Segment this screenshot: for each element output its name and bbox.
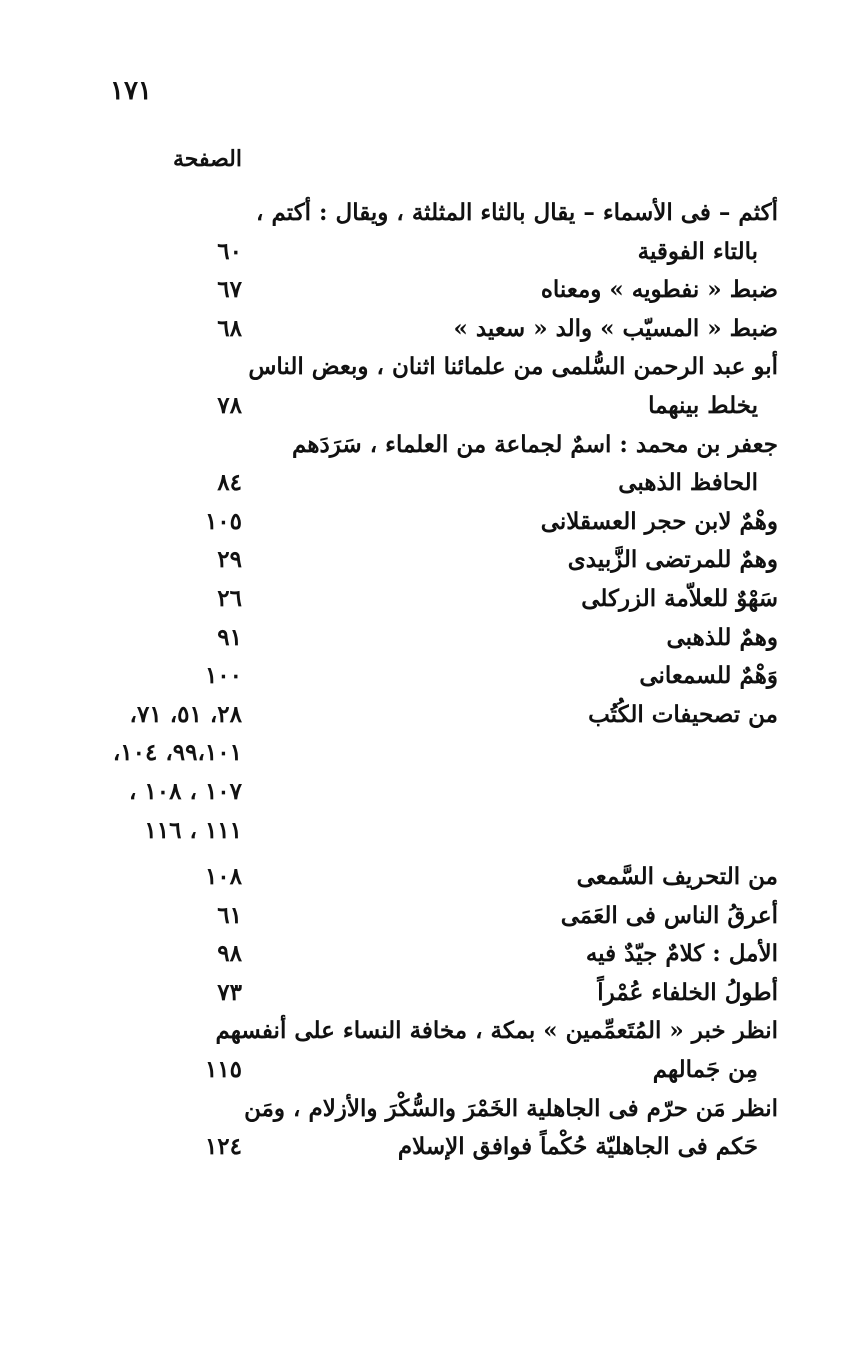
entry-page-ref: ٧٣ <box>217 978 242 1006</box>
index-line <box>0 541 844 580</box>
entry-page-ref: ٦٨ <box>217 314 242 342</box>
entry-text: أبو عبد الرحمن السُّلمى من علمائنا اثنان ، وبعض الناس <box>248 353 778 381</box>
index-line <box>0 657 844 696</box>
entry-page-ref: ٩١ <box>217 623 242 651</box>
page-number: ١٧١ <box>110 76 152 106</box>
entry-text: وهمٌ للذهبى <box>666 623 778 651</box>
entry-page-ref: ١١١ ، ١١٦ <box>144 816 242 844</box>
entry-text: مِن جَمالهم <box>652 1056 758 1084</box>
entry-text: يخلط بينهما <box>648 391 758 419</box>
entry-text: ضبط « المسيّب » والد « سعيد » <box>453 314 778 342</box>
entry-page-ref: ٦٧ <box>217 276 242 304</box>
entry-text: وهْمٌ لابن حجر العسقلانى <box>540 507 778 535</box>
entry-text: جعفر بن محمد : اسمٌ لجماعة من العلماء ، سَرَدَهم <box>292 430 778 458</box>
index-line <box>0 503 844 542</box>
entry-text: وَهْمٌ للسمعانى <box>639 662 778 690</box>
index-line <box>0 1051 844 1090</box>
entry-text: أطولُ الخلفاء عُمْراً <box>597 978 778 1006</box>
index-line <box>0 464 844 503</box>
entry-text: ضبط « نفطويه » ومعناه <box>540 276 778 304</box>
entry-text: الأمل : كلامٌ جيّدٌ فيه <box>585 940 778 968</box>
page-column-header: الصفحة <box>172 146 242 172</box>
index-line <box>0 426 844 465</box>
index-line <box>0 858 844 897</box>
entry-page-ref: ١٠٠ <box>204 662 242 690</box>
index-line <box>0 1090 844 1129</box>
entry-page-ref: ٢٨، ٥١، ٧١، <box>129 700 242 728</box>
index-line <box>0 812 844 851</box>
entry-text: الحافظ الذهبى <box>618 469 758 497</box>
index-line <box>0 696 844 735</box>
entry-page-ref: ٦٠ <box>217 237 242 265</box>
entry-text: من تصحيفات الكُتُب <box>588 700 778 728</box>
entry-page-ref: ١٠٨ <box>204 863 242 891</box>
entry-page-ref: ١٠٧ ، ١٠٨ ، <box>128 777 242 805</box>
index-line <box>0 974 844 1013</box>
index-line <box>0 619 844 658</box>
entry-text: أكثم – فى الأسماء – يقال بالثاء المثلثة ، ويقال : أكتم ، <box>256 199 778 226</box>
index-line <box>0 935 844 974</box>
entry-page-ref: ٨٤ <box>217 469 242 497</box>
entry-text: من التحريف السَّمعى <box>576 863 778 891</box>
index-line <box>0 348 844 387</box>
index-line <box>0 580 844 619</box>
entry-page-ref: ٩٨ <box>217 940 242 968</box>
entry-text: وهمٌ للمرتضى الزَّبيدى <box>567 546 778 574</box>
index-line <box>0 734 844 773</box>
index-line <box>0 194 844 233</box>
index-line <box>0 897 844 936</box>
entry-page-ref: ٩٩،١٠١، ١٠٤، <box>112 739 242 767</box>
index-line <box>0 233 844 272</box>
index-entries <box>0 194 844 1167</box>
entry-text: بالتاء الفوقية <box>637 237 758 265</box>
index-line <box>0 1012 844 1051</box>
index-line <box>0 387 844 426</box>
entry-page-ref: ٧٨ <box>217 391 242 419</box>
entry-text: أعرقُ الناس فى العَمَى <box>560 901 778 929</box>
entry-text: انظر مَن حرّم فى الجاهلية الخَمْرَ والسُّكْرَ والأزلام ، ومَن <box>244 1094 778 1122</box>
entry-page-ref: ١٢٤ <box>204 1133 242 1161</box>
index-line <box>0 310 844 349</box>
entry-page-ref: ١١٥ <box>204 1056 242 1084</box>
entry-page-ref: ١٠٥ <box>204 507 242 535</box>
entry-text: انظر خبر « المُتَعمِّمين » بمكة ، مخافة النساء على أنفسهم <box>215 1017 778 1045</box>
index-line <box>0 773 844 812</box>
index-line <box>0 1128 844 1167</box>
entry-page-ref: ٢٦ <box>217 584 242 612</box>
entry-page-ref: ٦١ <box>217 901 242 929</box>
entry-text: سَهْوٌ للعلاّمة الزركلى <box>581 584 778 612</box>
entry-page-ref: ٢٩ <box>217 546 242 574</box>
index-line <box>0 271 844 310</box>
entry-text: حَكم فى الجاهليّة حُكْماً فوافق الإسلام <box>397 1133 758 1161</box>
